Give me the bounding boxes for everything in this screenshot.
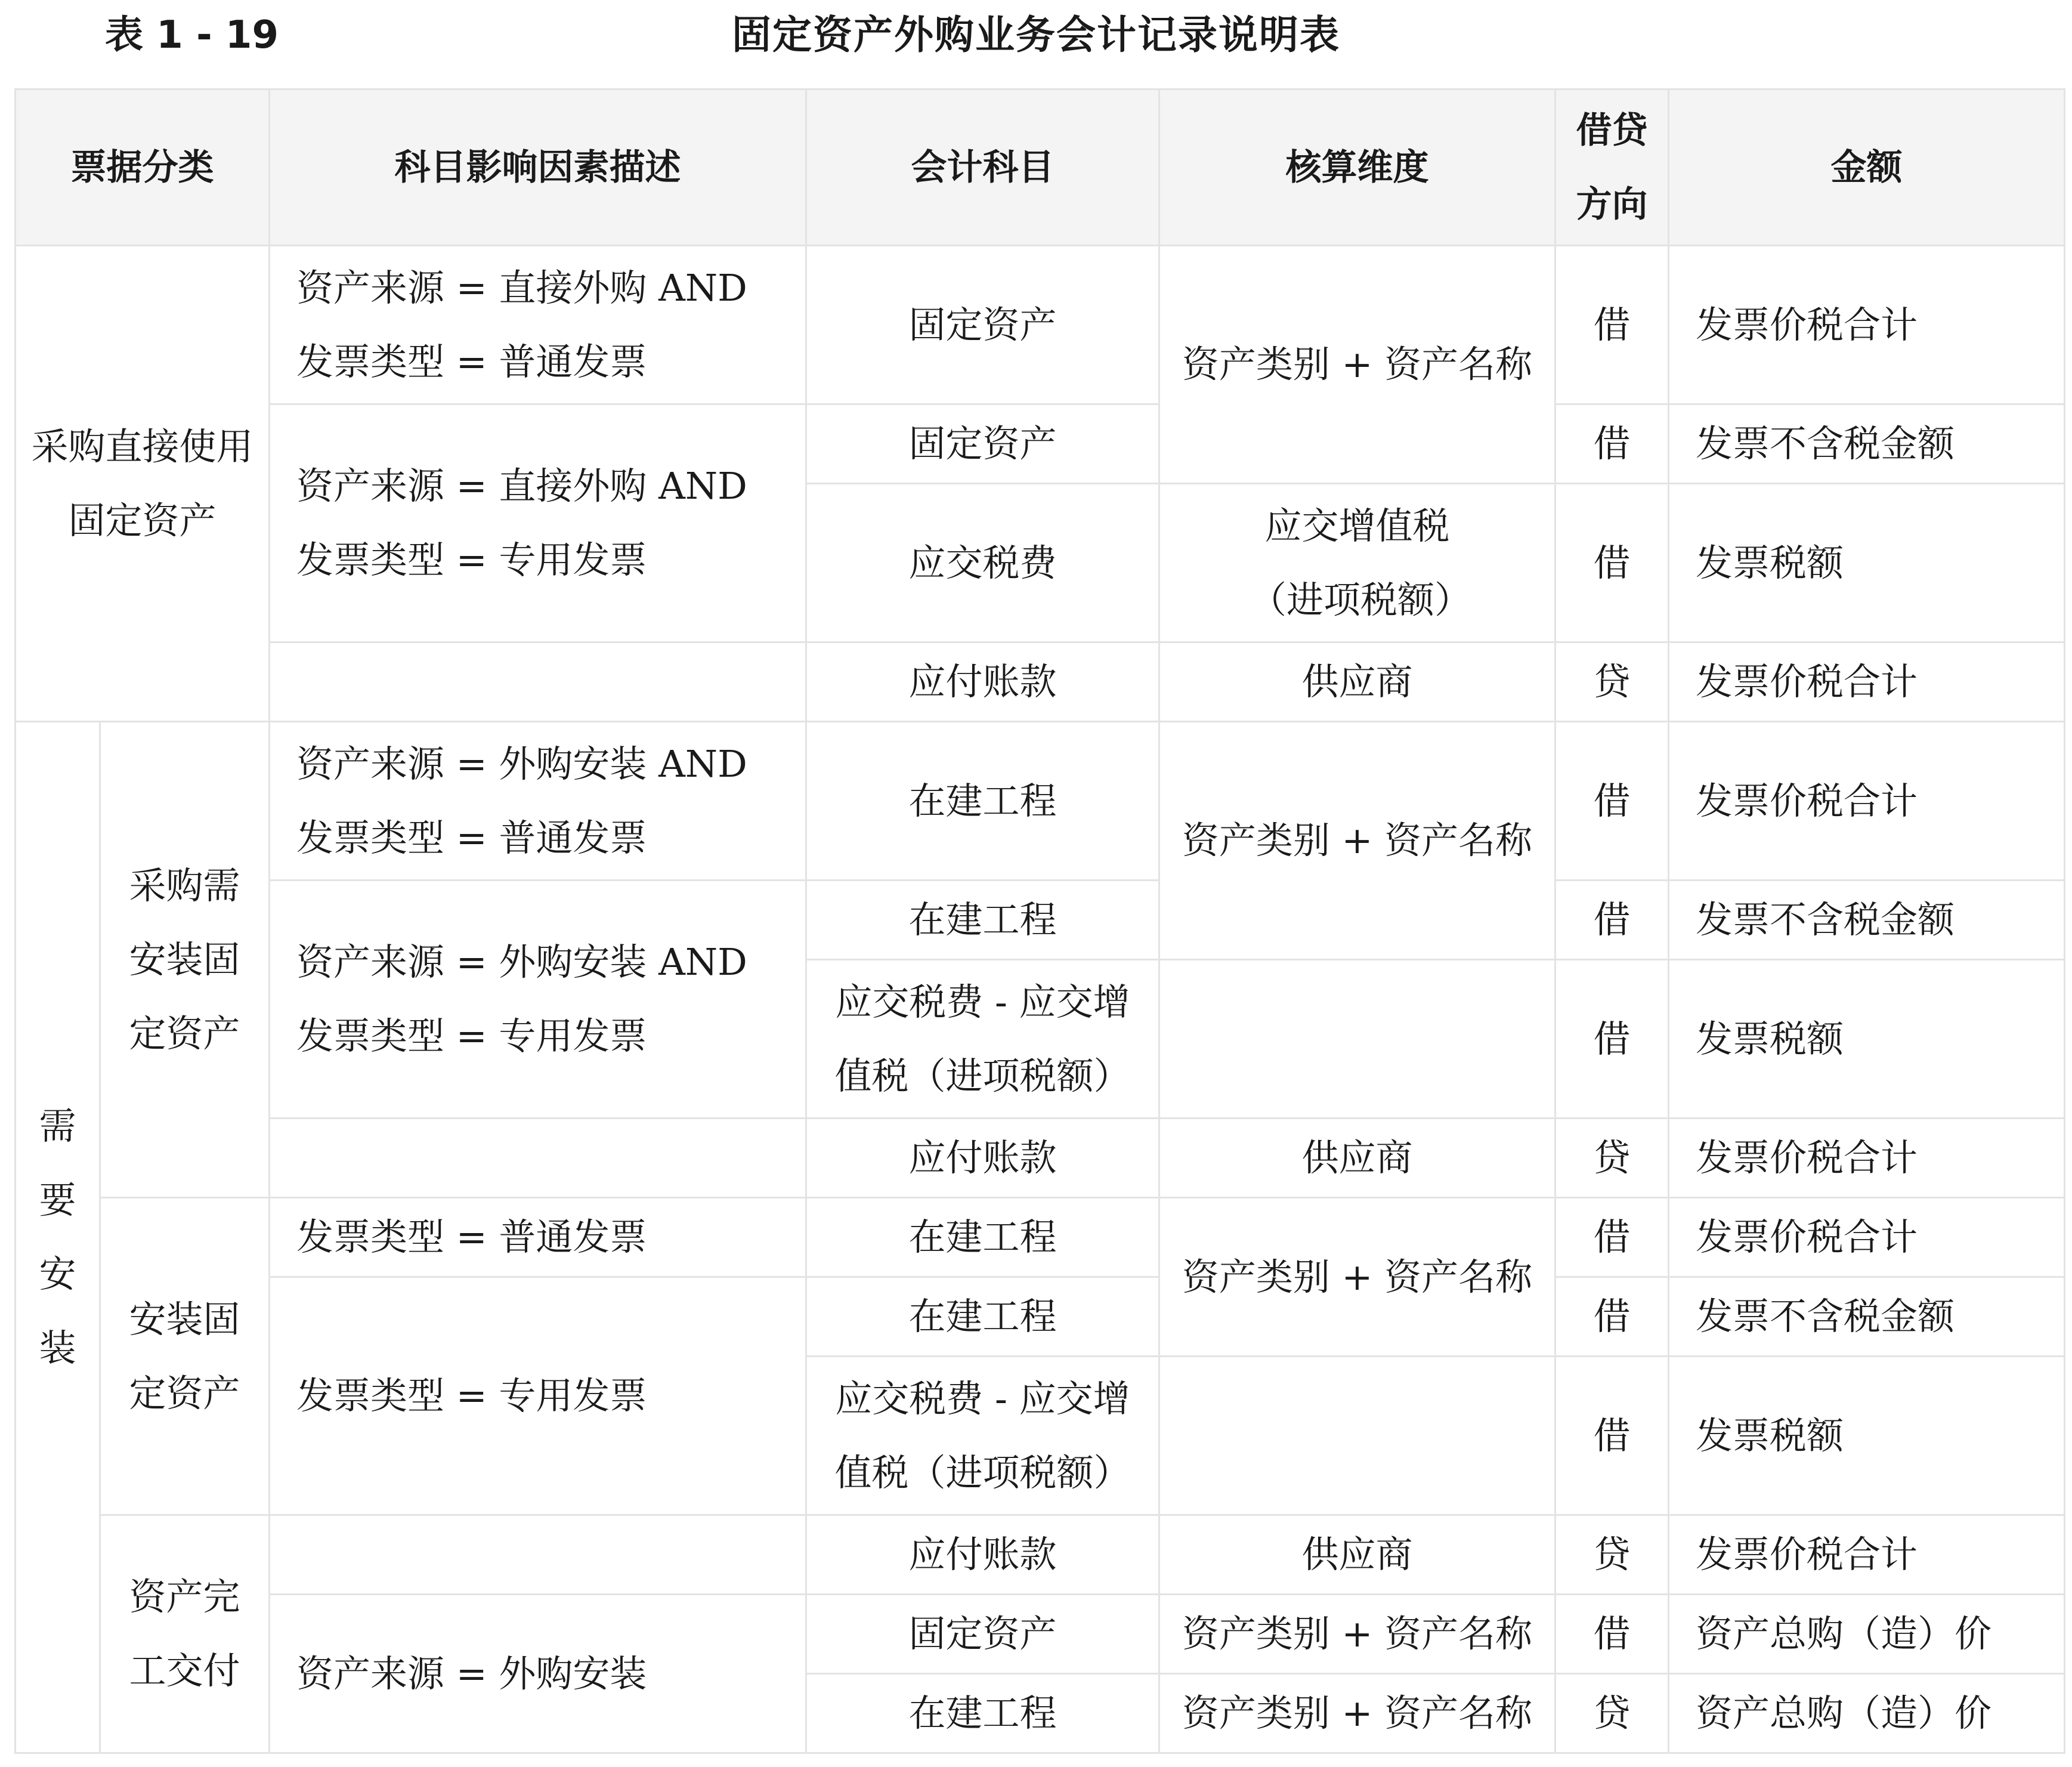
accounting-table <box>14 88 2065 1754</box>
amount-cell: 发票价税合计 <box>1669 1198 2065 1277</box>
table-row <box>16 1515 2065 1595</box>
header-account: 会计科目 <box>806 89 1159 246</box>
table-row <box>16 1119 2065 1198</box>
factor-cell: 资产来源 = 外购安装 <box>270 1595 806 1753</box>
dimension-cell-empty <box>1159 1357 1555 1515</box>
factor-cell: 发票类型 = 普通发票 <box>270 1198 806 1277</box>
direction-cell: 借 <box>1555 1595 1669 1674</box>
amount-cell: 发票不含税金额 <box>1669 881 2065 960</box>
direction-cell: 借 <box>1555 404 1669 484</box>
header-category: 票据分类 <box>16 89 270 246</box>
amount-cell: 发票价税合计 <box>1669 1119 2065 1198</box>
direction-cell: 贷 <box>1555 642 1669 722</box>
dimension-cell: 资产类别 + 资产名称 <box>1159 1198 1555 1357</box>
header-dimension: 核算维度 <box>1159 89 1555 246</box>
direction-cell: 贷 <box>1555 1119 1669 1198</box>
amount-cell: 发票不含税金额 <box>1669 1277 2065 1357</box>
direction-cell: 借 <box>1555 722 1669 881</box>
account-cell: 应交税费 <box>806 484 1159 642</box>
amount-cell: 发票税额 <box>1669 960 2065 1119</box>
dimension-cell: 供应商 <box>1159 1515 1555 1595</box>
subcategory-purchase-install: 采购需安装固定资产 <box>100 722 270 1198</box>
dimension-cell: 应交增值税（进项税额） <box>1159 484 1555 642</box>
direction-cell: 借 <box>1555 881 1669 960</box>
dimension-cell: 资产类别 + 资产名称 <box>1159 1595 1555 1674</box>
account-cell: 应交税费 - 应交增值税（进项税额） <box>806 960 1159 1119</box>
account-cell: 固定资产 <box>806 246 1159 404</box>
header-amount: 金额 <box>1669 89 2065 246</box>
account-cell: 固定资产 <box>806 1595 1159 1674</box>
dimension-cell: 资产类别 + 资产名称 <box>1159 246 1555 484</box>
header-row <box>16 89 2065 246</box>
factor-cell-empty <box>270 1119 806 1198</box>
factor-cell: 资产来源 = 外购安装 AND 发票类型 = 普通发票 <box>270 722 806 881</box>
amount-cell: 资产总购（造）价 <box>1669 1674 2065 1753</box>
factor-cell: 资产来源 = 直接外购 AND 发票类型 = 专用发票 <box>270 404 806 642</box>
header-factor: 科目影响因素描述 <box>270 89 806 246</box>
dimension-cell-empty <box>1159 960 1555 1119</box>
table-row <box>16 404 2065 484</box>
table-row <box>16 1595 2065 1674</box>
amount-cell: 发票税额 <box>1669 1357 2065 1515</box>
direction-cell: 借 <box>1555 1277 1669 1357</box>
amount-cell: 发票税额 <box>1669 484 2065 642</box>
account-cell: 在建工程 <box>806 722 1159 881</box>
amount-cell: 发票价税合计 <box>1669 642 2065 722</box>
factor-cell-empty <box>270 642 806 722</box>
table-row <box>16 1198 2065 1277</box>
factor-cell: 资产来源 = 直接外购 AND 发票类型 = 普通发票 <box>270 246 806 404</box>
table-title: 固定资产外购业务会计记录说明表 <box>732 12 1340 58</box>
table-row <box>16 1277 2065 1357</box>
account-cell: 在建工程 <box>806 1674 1159 1753</box>
dimension-cell: 供应商 <box>1159 1119 1555 1198</box>
subcategory-completion: 资产完工交付 <box>100 1515 270 1753</box>
table-row <box>16 881 2065 960</box>
amount-cell: 发票价税合计 <box>1669 1515 2065 1595</box>
account-cell: 应交税费 - 应交增值税（进项税额） <box>806 1357 1159 1515</box>
direction-cell: 借 <box>1555 960 1669 1119</box>
category-needs-install-label: 需要安装 <box>39 1104 76 1370</box>
factor-cell: 发票类型 = 专用发票 <box>270 1277 806 1515</box>
subcategory-install: 安装固定资产 <box>100 1198 270 1515</box>
table-row <box>16 722 2065 881</box>
dimension-cell: 资产类别 + 资产名称 <box>1159 722 1555 960</box>
table-row <box>16 246 2065 404</box>
account-cell: 应付账款 <box>806 642 1159 722</box>
direction-cell: 贷 <box>1555 1515 1669 1595</box>
direction-cell: 借 <box>1555 484 1669 642</box>
table-row <box>16 642 2065 722</box>
account-cell: 固定资产 <box>806 404 1159 484</box>
account-cell: 在建工程 <box>806 1198 1159 1277</box>
category-direct-use: 采购直接使用固定资产 <box>16 246 270 722</box>
factor-cell-empty <box>270 1515 806 1595</box>
table-number: 表 1 - 19 <box>105 13 279 57</box>
direction-cell: 借 <box>1555 246 1669 404</box>
account-cell: 在建工程 <box>806 881 1159 960</box>
direction-cell: 借 <box>1555 1357 1669 1515</box>
factor-cell: 资产来源 = 外购安装 AND 发票类型 = 专用发票 <box>270 881 806 1119</box>
account-cell: 应付账款 <box>806 1515 1159 1595</box>
account-cell: 应付账款 <box>806 1119 1159 1198</box>
amount-cell: 资产总购（造）价 <box>1669 1595 2065 1674</box>
amount-cell: 发票价税合计 <box>1669 722 2065 881</box>
direction-cell: 贷 <box>1555 1674 1669 1753</box>
amount-cell: 发票价税合计 <box>1669 246 2065 404</box>
header-direction: 借贷方向 <box>1555 89 1669 246</box>
account-cell: 在建工程 <box>806 1277 1159 1357</box>
direction-cell: 借 <box>1555 1198 1669 1277</box>
category-needs-install <box>16 722 100 1753</box>
dimension-cell: 资产类别 + 资产名称 <box>1159 1674 1555 1753</box>
amount-cell: 发票不含税金额 <box>1669 404 2065 484</box>
dimension-cell: 供应商 <box>1159 642 1555 722</box>
